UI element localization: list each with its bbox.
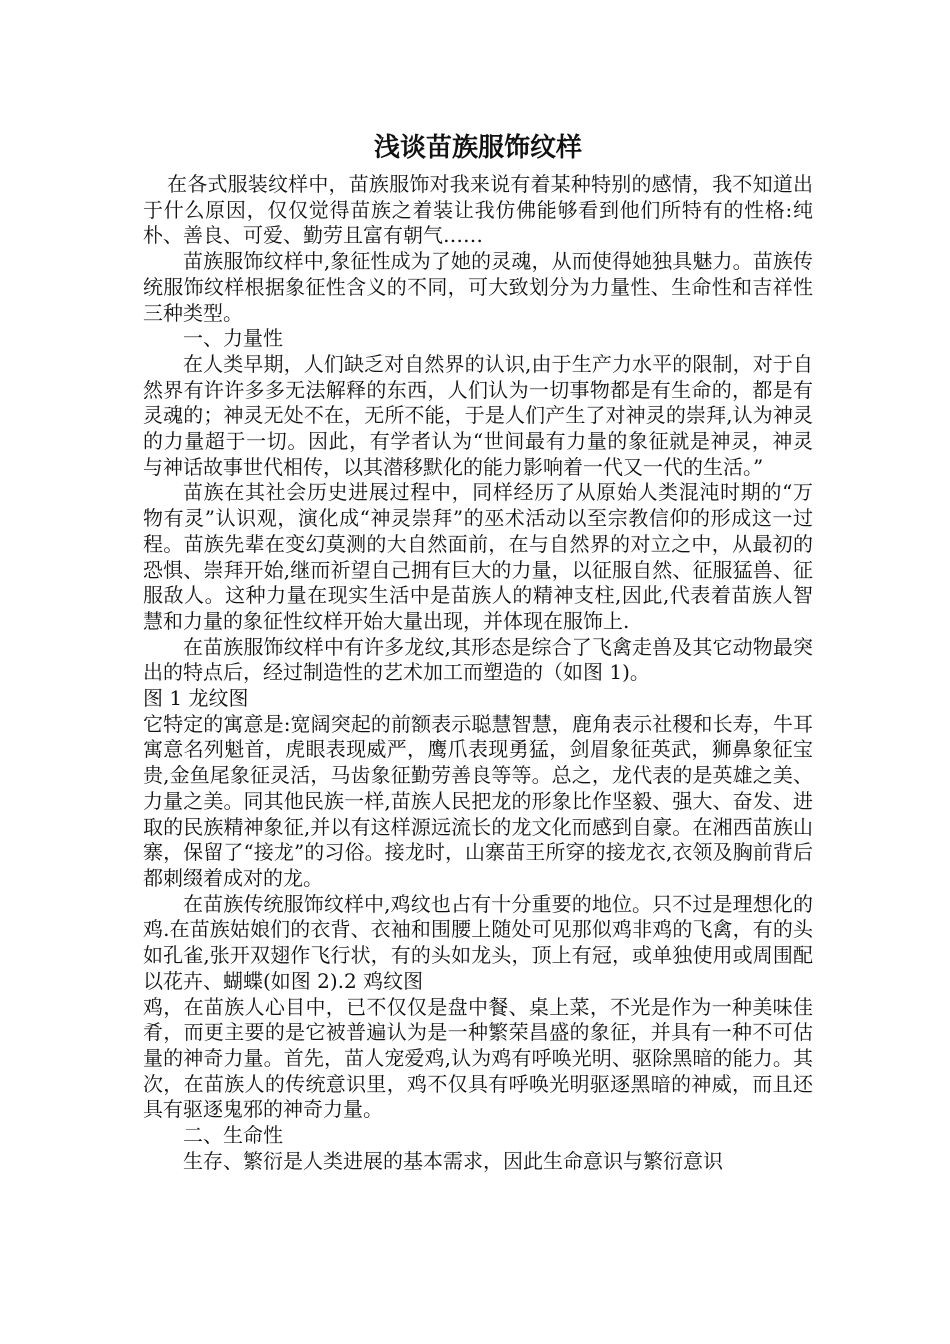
paragraph-dragon-meaning: 它特定的寓意是:宽阔突起的前额表示聪慧智慧，鹿角表示社稷和长寿，牛耳寓意名列魁首，虎眼表现威严，鹰爪表现勇猛，剑眉象征英武，狮鼻象征宝贵,金鱼尾象征灵活，马齿象征勤劳善良等等。总之，龙代表的是英雄之美、力量之美。同其他民族一样,苗族人民把龙的形象比作坚毅、强大、奋发、进取的民族精神象征,并以有这样源远流长的龙文化而感到自豪。在湘西苗族山寨，保留了“接龙”的习俗。接龙时，山寨苗王所穿的接龙衣,衣领及胸前背后都刺缀着成对的龙。 [143,711,813,890]
section-heading-strength: 一、力量性 [183,326,283,351]
paragraph-miao-history: 苗族在其社会历史进展过程中，同样经历了从原始人类混沌时期的“万物有灵”认识观，演化成“神灵崇拜”的巫术活动以至宗教信仰的形成这一过程。苗族先辈在变幻莫测的大自然面前，在与自然界的对立之中，从最初的恐惧、崇拜开始,继而祈望自己拥有巨大的力量，以征服自然、征服猛兽、征服敌人。这种力量在现实生活中是苗族人的精神支柱,因此,代表着苗族人智慧和力量的象征性纹样开始大量出现，并体现在服饰上. [143,480,813,633]
section-heading-life: 二、生命性 [183,1123,283,1148]
figure-caption-dragon: 图 1 龙纹图 [143,686,249,711]
paragraph-early-humans: 在人类早期，人们缺乏对自然界的认识,由于生产力水平的限制，对于自然界有许许多多无法解释的东西，人们认为一切事物都是有生命的，都是有灵魂的；神灵无处不在，无所不能，于是人们产生了对神灵的崇拜,认为神灵的力量超于一切。因此，有学者认为“世间最有力量的象征就是神灵，神灵与神话故事世代相传，以其潜移默化的能力影响着一代又一代的生活。” [143,351,813,479]
paragraph-intro: 在各式服装纹样中，苗族服饰对我来说有着某种特别的感情，我不知道出于什么原因，仅仅觉得苗族之着装让我仿佛能够看到他们所特有的性格:纯朴、善良、可爱、勤劳且富有朝气…… [143,172,813,248]
document-body [143,128,813,1174]
paragraph-life: 生存、繁衍是人类进展的基本需求，因此生命意识与繁衍意识 [183,1148,723,1173]
paragraph-chicken-pattern: 在苗族传统服饰纹样中,鸡纹也占有十分重要的地位。只不过是理想化的鸡.在苗族姑娘们的衣背、衣袖和围腰上随处可见那似鸡非鸡的飞禽，有的头如孔雀,张开双翅作飞行状，有的头如龙头，顶上有冠，或单独使用或周围配以花卉、蝴蝶(如图 2).2 鸡纹图 [143,891,813,993]
paragraph-dragon-pattern: 在苗族服饰纹样中有许多龙纹,其形态是综合了飞禽走兽及其它动物最突出的特点后，经过制造性的艺术加工而塑造的（如图 1)。 [143,634,813,685]
paragraph-symbolism: 苗族服饰纹样中,象征性成为了她的灵魂，从而使得她独具魅力。苗族传统服饰纹样根据象征性含义的不同，可大致划分为力量性、生命性和吉祥性三种类型。 [143,249,813,325]
document-title: 浅谈苗族服饰纹样 [373,133,582,163]
paragraph-chicken-meaning: 鸡，在苗族人心目中，已不仅仅是盘中餐、桌上菜，不光是作为一种美味佳肴，而更主要的是它被普遍认为是一种繁荣昌盛的象征，并具有一种不可估量的神奇力量。首先，苗人宠爱鸡,认为鸡有呼唤光明、驱除黑暗的能力。其次，在苗族人的传统意识里，鸡不仅具有呼唤光明驱逐黑暗的神威，而且还具有驱逐鬼邪的神奇力量。 [143,994,813,1122]
